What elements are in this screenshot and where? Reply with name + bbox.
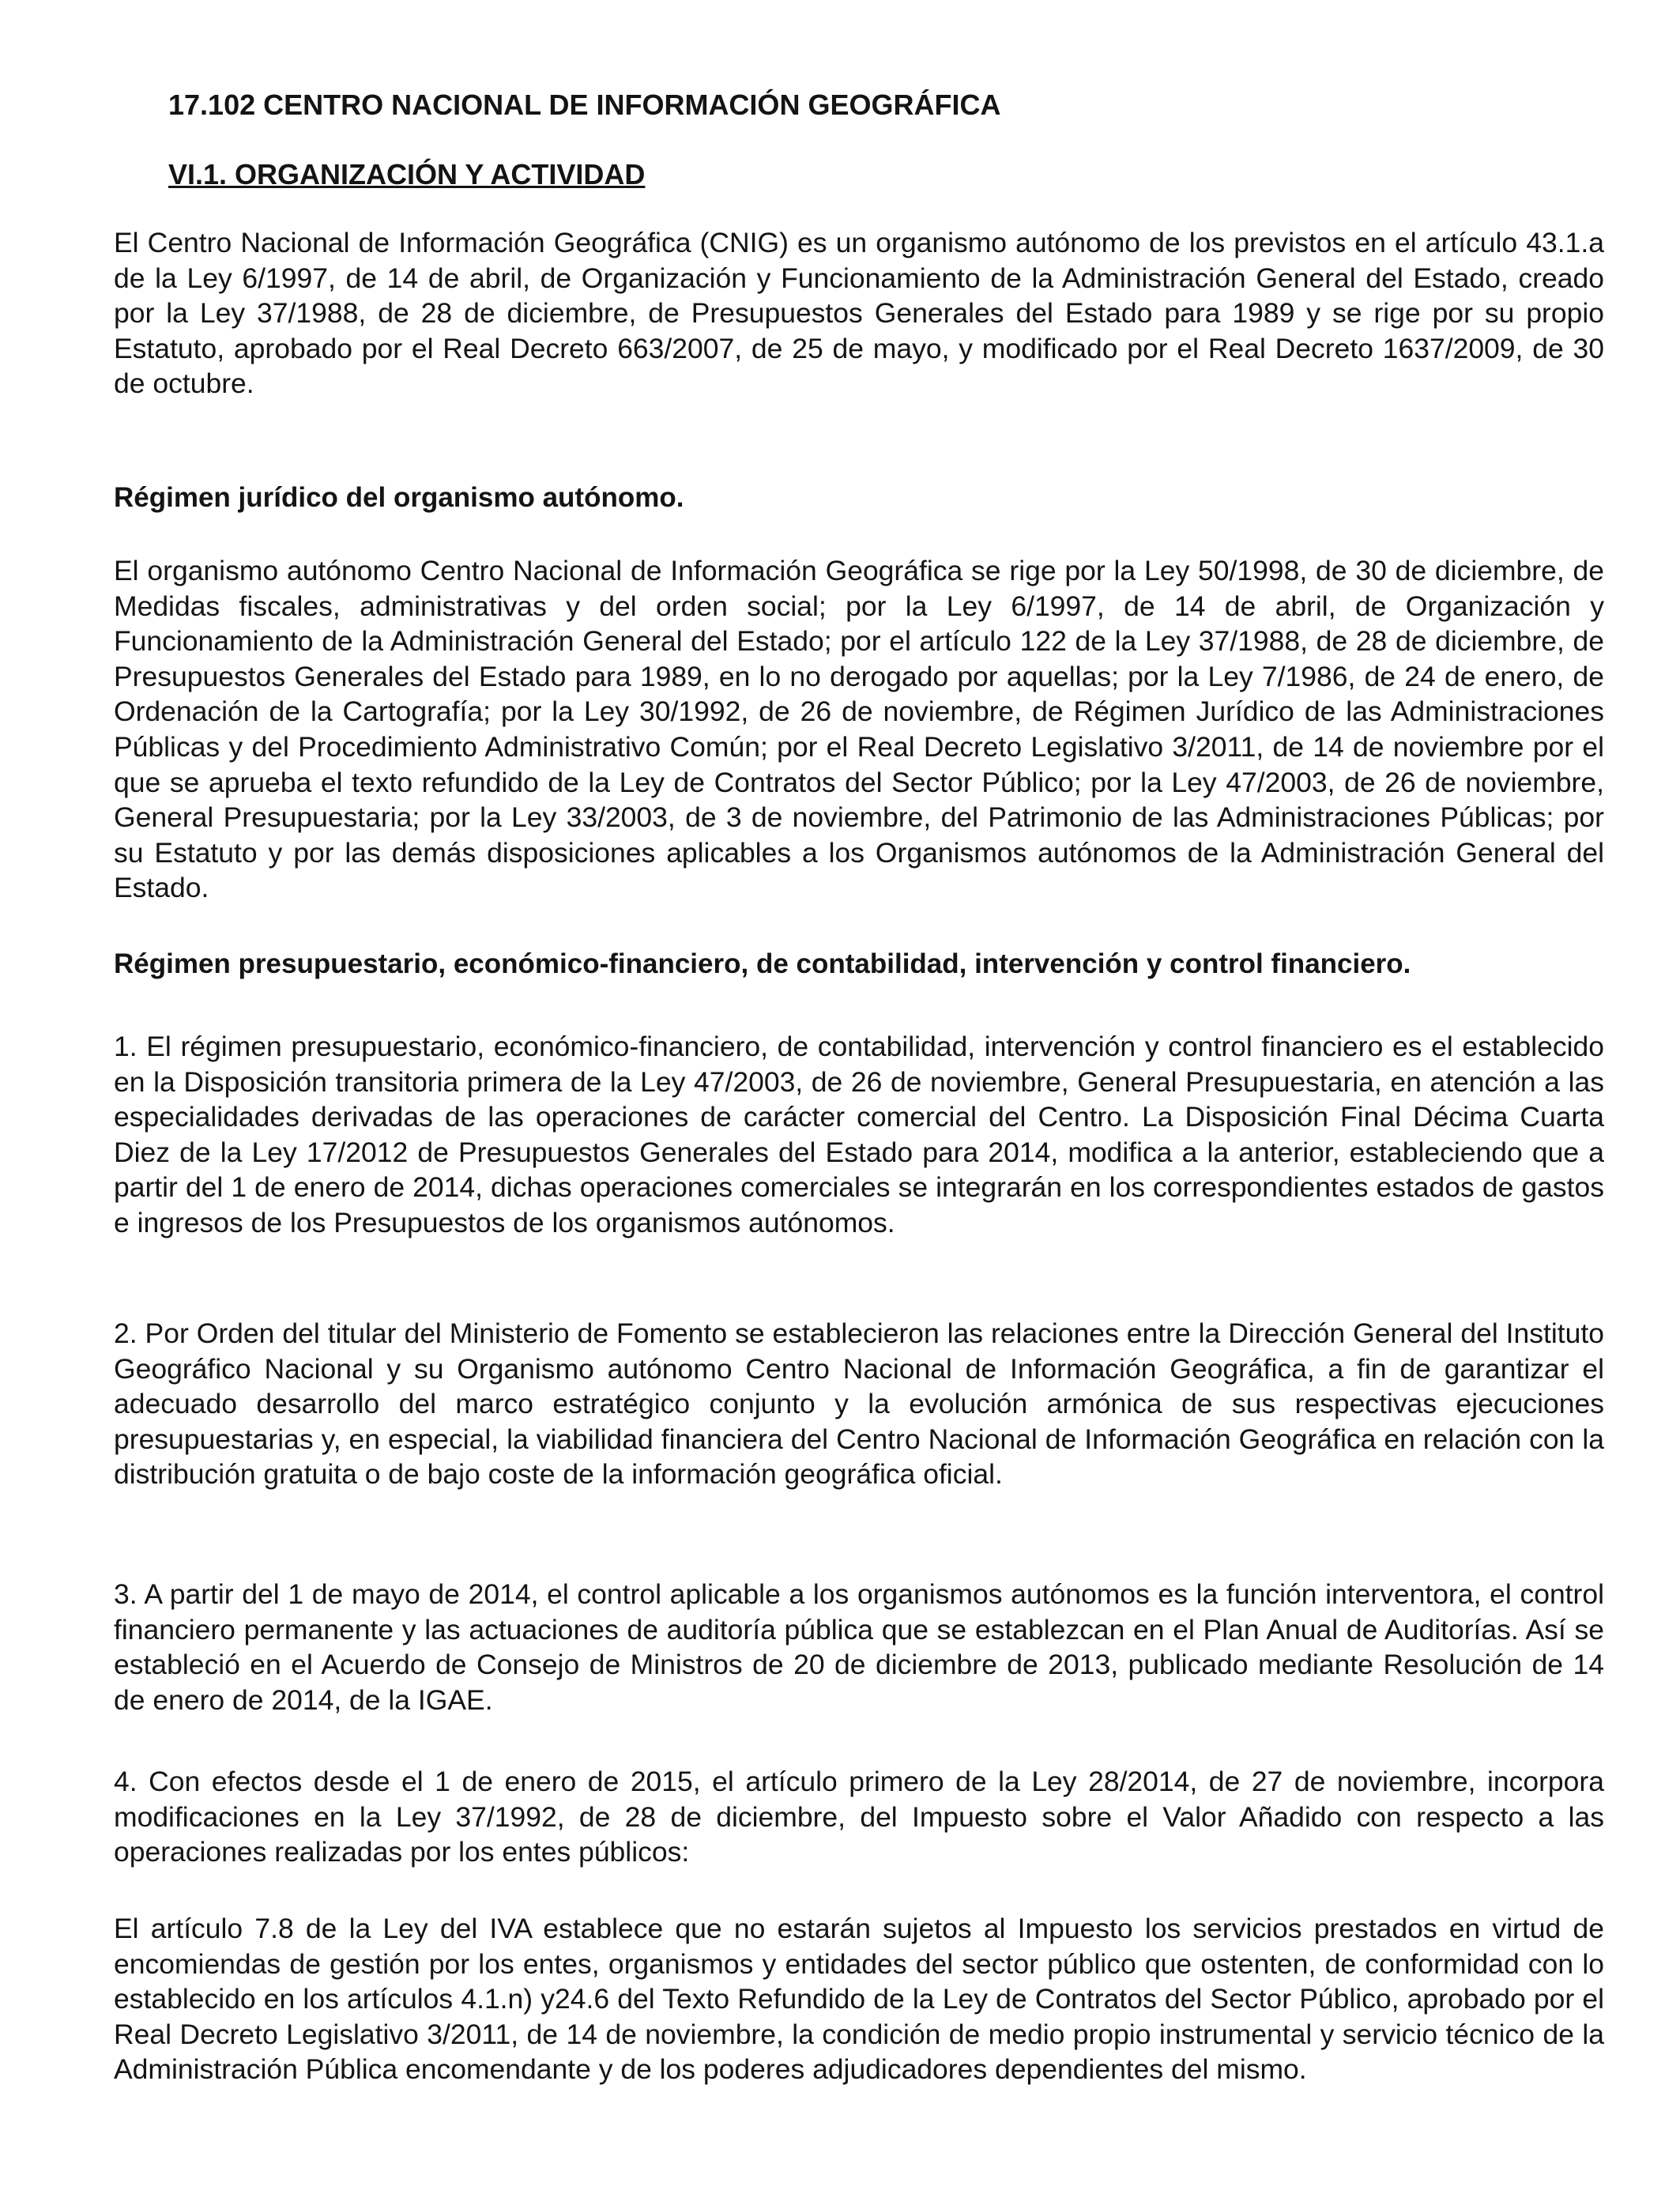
budget-heading-block: [114, 948, 1604, 980]
point-3-paragraph: 3. A partir del 1 de mayo de 2014, el control aplicable a los organismos autónomos es la función interventora, el control financiero permanente y las actuaciones de auditoría pública que se establezcan en el Plan Anual de Auditorías. Así se estableció en el Acuerdo de Consejo de Ministros de 20 de diciembre de 2013, publicado mediante Resolución de 14 de enero de 2014, de la IGAE.: [114, 1578, 1604, 1716]
point2-block: [114, 1316, 1604, 1492]
iva-block: [114, 1911, 1604, 2087]
legal-heading-block: [114, 482, 1604, 514]
legal-regime-paragraph: El organismo autónomo Centro Nacional de Información Geográfica se rige por la Ley 50/1998, de 30 de diciembre, de Medidas fiscales, administrativas y del orden social; por la Ley 6/1997, de 14 de abril, de Organización y Funcionamiento de la Administración General del Estado; por el artículo 122 de la Ley 37/1988, de 28 de diciembre, de Presupuestos Generales del Estado para 1989, en lo no derogado por aquellas; por la Ley 7/1986, de 24 de enero, de Ordenación de la Cartografía; por la Ley 30/1992, de 26 de noviembre, de Régimen Jurídico de las Administraciones Públicas y del Procedimiento Administrativo Común; por el Real Decreto Legislativo 3/2011, de 14 de noviembre por el que se aprueba el texto refundido de la Ley de Contratos del Sector Público; por la Ley 47/2003, de 26 de noviembre, General Presupuestaria; por la Ley 33/2003, de 3 de noviembre, del Patrimonio de las Administraciones Públicas; por su Estatuto y por las demás disposiciones aplicables a los Organismos autónomos de la Administración General del Estado.: [114, 555, 1604, 904]
legal-block: [114, 553, 1604, 906]
legal-regime-heading: Régimen jurídico del organismo autónomo.: [114, 482, 684, 513]
iva-paragraph: El artículo 7.8 de la Ley del IVA establece que no estarán sujetos al Impuesto los servicios prestados en virtud de encomiendas de gestión por los entes, organismos y entidades del sector público que ostenten, de conformidad con lo establecido en los artículos 4.1.n) y24.6 del Texto Refundido de la Ley de Contratos del Sector Público, aprobado por el Real Decreto Legislativo 3/2011, de 14 de noviembre, la condición de medio propio instrumental y servicio técnico de la Administración Pública encomendante y de los poderes adjudicadores dependientes del mismo.: [114, 1913, 1604, 2086]
section-title: VI.1. ORGANIZACIÓN Y ACTIVIDAD: [168, 158, 646, 190]
point-2-paragraph: 2. Por Orden del titular del Ministerio de Fomento se establecieron las relaciones entre la Dirección General del Instituto Geográfico Nacional y su Organismo autónomo Centro Nacional de Información Geográfica, a fin de garantizar el adecuado desarrollo del marco estratégico conjunto y la evolución armónica de sus respectivas ejecuciones presupuestarias y, en especial, la viabilidad financiera del Centro Nacional de Información Geográfica en relación con la distribución gratuita o de bajo coste de la información geográfica oficial.: [114, 1318, 1604, 1491]
intro-paragraph: El Centro Nacional de Información Geográfica (CNIG) es un organismo autónomo de los previstos en el artículo 43.1.a de la Ley 6/1997, de 14 de abril, de Organización y Funcionamiento de la Administración General del Estado, creado por la Ley 37/1988, de 28 de diciembre, de Presupuestos Generales del Estado para 1989 y se rige por su propio Estatuto, aprobado por el Real Decreto 663/2007, de 25 de mayo, y modificado por el Real Decreto 1637/2009, de 30 de octubre.: [114, 227, 1604, 400]
point4-block: [114, 1764, 1604, 1870]
point-4-paragraph: 4. Con efectos desde el 1 de enero de 2015, el artículo primero de la Ley 28/2014, de 27 de noviembre, incorpora modificaciones en la Ley 37/1992, de 28 de diciembre, del Impuesto sobre el Valor Añadido con respecto a las operaciones realizadas por los entes públicos:: [114, 1766, 1604, 1868]
budget-regime-heading: Régimen presupuestario, económico-financiero, de contabilidad, intervención y control financiero.: [114, 948, 1411, 979]
point1-block: [114, 1029, 1604, 1241]
point3-block: [114, 1577, 1604, 1717]
intro-block: [114, 225, 1604, 401]
document-title: 17.102 CENTRO NACIONAL DE INFORMACIÓN GEOGRÁFICA: [168, 89, 1001, 121]
point-1-paragraph: 1. El régimen presupuestario, económico-financiero, de contabilidad, intervención y control financiero es el establecido en la Disposición transitoria primera de la Ley 47/2003, de 26 de noviembre, General Presupuestaria, en atención a las especialidades derivadas de las operaciones de carácter comercial del Centro. La Disposición Final Décima Cuarta Diez de la Ley 17/2012 de Presupuestos Generales del Estado para 2014, modifica a la anterior, estableciendo que a partir del 1 de enero de 2014, dichas operaciones comerciales se integrarán en los correspondientes estados de gastos e ingresos de los Presupuestos de los organismos autónomos.: [114, 1031, 1604, 1238]
